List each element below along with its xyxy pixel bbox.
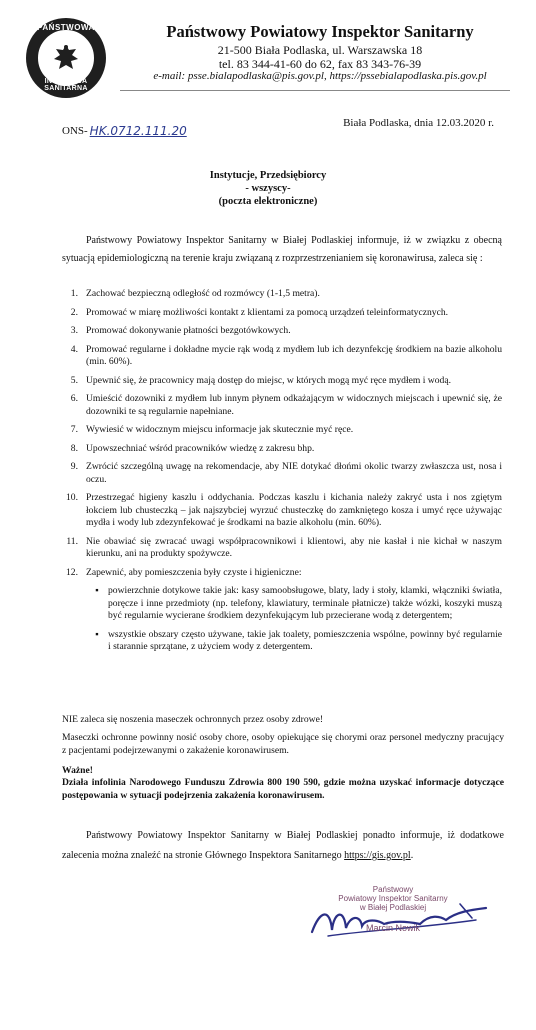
item-text: Promować dokonywanie płatności bezgotówkowych. xyxy=(86,325,291,336)
list-item xyxy=(62,536,502,561)
closing-text: Państwowy Powiatowy Inspektor Sanitarny w Białej Podlaskiej ponadto informuje, iż dodatkowe zalecenia można znaleźć na stronie Głównego Inspektora Sanitarnego xyxy=(62,830,504,861)
item-text: Upowszechniać wśród pracowników wiedzę z zakresu bhp. xyxy=(86,442,315,454)
institution-address: 21-500 Biała Podlaska, ul. Warszawska 18 xyxy=(217,43,423,57)
item-text: Umieścić dozowniki z mydłem lub innym płynem odkażającym w widocznych miejscach i upewnić się, że dozowniki te są regularnie napełniane. xyxy=(86,393,502,417)
reference-prefix: ONS- xyxy=(62,125,88,137)
reference-handwritten: HK.0712.111.20 xyxy=(89,124,187,138)
item-number: 5. xyxy=(70,374,78,386)
item-number: 12. xyxy=(66,566,78,578)
list-item xyxy=(62,424,502,437)
list-item xyxy=(62,461,502,486)
list-item xyxy=(62,344,502,369)
sub-list-item xyxy=(86,585,502,623)
item-text: Wywiesić w widocznym miejscu informacje jak skutecznie myć ręce. xyxy=(86,424,354,435)
list-item xyxy=(62,375,502,388)
item-text: Promować w miarę możliwości kontakt z klientami za pomocą urządzeń teleinformatycznych. xyxy=(86,306,449,318)
item-text: Nie obawiać się zwracać uwagi współpracownikowi i klientowi, aby nie kasłał i nie kichał w naszym kierunku, ani na produkty spożywcze. xyxy=(86,535,502,559)
item-text: Zachować bezpieczną odległość od rozmówcy (1-1,5 metra). xyxy=(86,288,320,299)
masks-recommendation: Maseczki ochronne powinny nosić osoby chore, osoby opiekujące się chorymi oraz personel medyczny pracujący z pacjentami podejrzewanymi o zakażenie koronawirusem. xyxy=(62,732,504,756)
bullet-icon: ▪ xyxy=(95,585,99,596)
cleaning-sublist xyxy=(86,585,502,654)
list-item xyxy=(62,567,502,660)
addressee-line-2: - wszyscy- xyxy=(245,183,291,194)
item-number: 7. xyxy=(70,424,78,435)
list-item xyxy=(62,288,502,301)
item-number: 3. xyxy=(70,325,78,336)
addressee-line-1: Instytucje, Przedsiębiorcy xyxy=(209,170,327,181)
sub-item-text: powierzchnie dotykowe takie jak: kasy samoobsługowe, blaty, lady i stoły, klamki, włączniki światła, poręcze i inne przedmioty (np. telefony, klawiatury, terminale płatnicze) także wózki, koszyki muszą być regularnie wycierane środkiem dezynfekującym lub przecierane wodą z detergentem; xyxy=(108,585,502,621)
recommendations-list xyxy=(62,288,502,666)
addressee-line-3: (poczta elektroniczne) xyxy=(218,196,318,207)
sub-list-item xyxy=(86,629,502,654)
header-divider xyxy=(120,90,510,91)
stamp-line-2: Powiatowy Inspektor Sanitarny xyxy=(338,894,448,903)
important-text: Działa infolinia Narodowego Funduszu Zdrowia 800 190 590, gdzie można uzyskać informacje dotyczące postępowania w sytuacji podejrzenia zakażenia koronawirusem. xyxy=(62,777,504,801)
item-number: 9. xyxy=(70,461,78,472)
list-item xyxy=(62,393,502,418)
item-text: Przestrzegać higieny kaszlu i oddychania. Podczas kaszlu i kichania należy zakryć usta i nos zgiętym łokciem lub chusteczką – jak najszybciej wyrzuć chusteczkę do zamkniętego kosza i umyć ręce używając mydła i wody lub zdezynfekować je środkami na bazie alkoholu (min. 60%). xyxy=(86,492,502,528)
signatory-name: Marcin Nowik xyxy=(365,923,420,933)
important-label: Ważne! xyxy=(62,765,93,776)
item-text: Promować regularne i dokładne mycie rąk wodą z mydłem lub ich dezynfekcję środkiem na bazie alkoholu (min. 60%). xyxy=(86,343,502,367)
item-text: Zwrócić szczególną uwagę na rekomendacje, aby NIE dotykać dłońmi okolic twarzy zwłaszcza ust, nosa i oczu. xyxy=(86,461,502,485)
item-number: 1. xyxy=(70,288,78,299)
reference-number xyxy=(62,124,187,138)
closing-paragraph xyxy=(62,826,504,866)
item-number: 2. xyxy=(70,306,78,318)
stamp-line-1: Państwowy xyxy=(372,885,414,894)
closing-end: . xyxy=(410,850,414,861)
gis-link[interactable]: https://gis.gov.pl xyxy=(344,850,411,861)
handwritten-signature xyxy=(300,890,500,950)
bullet-icon: ▪ xyxy=(95,628,99,640)
intro-paragraph: Państwowy Powiatowy Inspektor Sanitarny w Białej Podlaskiej informuje, iż w związku z obecną sytuacją epidemiologiczną na terenie kraju związaną z rozprzestrzenianiem się koronawirusa, zaleca się : xyxy=(62,235,502,264)
sub-item-text: wszystkie obszary często używane, takie jak toalety, pomieszczenia wspólne, powinny być regularnie i starannie sprzątane, z użyciem wody z detergentem. xyxy=(108,628,502,652)
logo-top-text: PAŃSTWOWA xyxy=(37,23,95,32)
list-item xyxy=(62,307,502,320)
item-number: 10. xyxy=(66,492,78,503)
institution-email: e-mail: psse.bialapodlaska@pis.gov.pl, https://pssebialapodlaska.pis.gov.pl xyxy=(153,70,487,82)
masks-warning: NIE zaleca się noszenia maseczek ochronnych przez osoby zdrowe! xyxy=(62,714,324,725)
institution-title: Państwowy Powiatowy Inspektor Sanitarny xyxy=(166,22,474,41)
item-text-with-subitems xyxy=(86,567,502,660)
institution-phone: tel. 83 344-41-60 do 62, fax 83 343-76-39 xyxy=(218,57,422,71)
item-number: 8. xyxy=(70,442,78,454)
item-number: 4. xyxy=(70,343,78,355)
logo-bottom-text: INSPEKCJA SANITARNA xyxy=(44,78,88,92)
item-text: Zapewnić, aby pomieszczenia były czyste i higieniczne: xyxy=(86,566,302,578)
list-item xyxy=(62,325,502,338)
item-number: 6. xyxy=(70,393,78,404)
document-date: Biała Podlaska, dnia 12.03.2020 r. xyxy=(343,117,494,129)
stamp-line-3: w Białej Podlaskiej xyxy=(359,903,427,912)
list-item xyxy=(62,443,502,456)
inspection-logo xyxy=(26,18,106,98)
item-text: Upewnić się, że pracownicy mają dostęp do miejsc, w których mogą myć ręce mydłem i wodą. xyxy=(86,374,451,386)
list-item xyxy=(62,492,502,530)
item-number: 11. xyxy=(66,535,78,547)
